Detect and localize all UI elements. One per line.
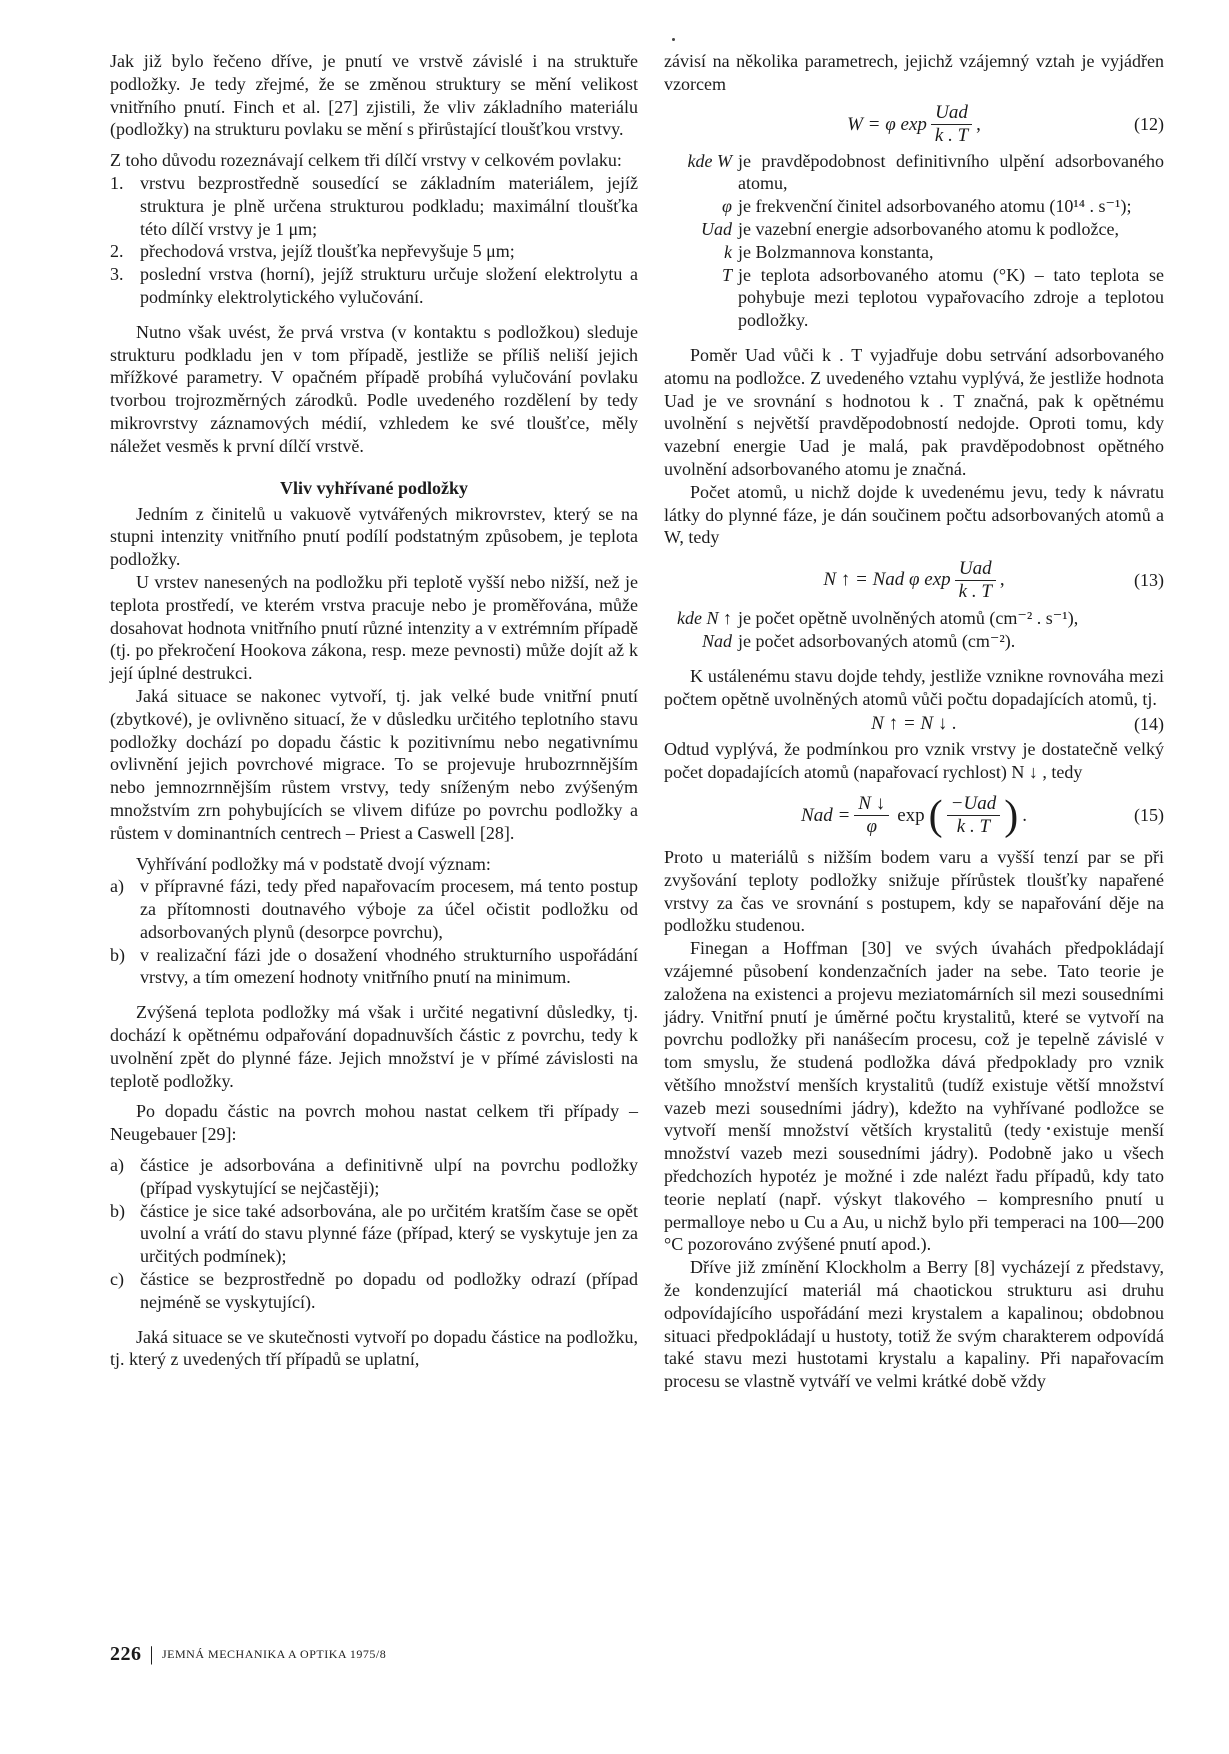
page-number: 226 xyxy=(110,1643,142,1665)
list-marker: b) xyxy=(110,944,125,965)
symbol-description: je počet adsorbovaných atomů (cm⁻²). xyxy=(738,630,1016,651)
fraction-numerator: N ↓ xyxy=(854,793,889,816)
symbol-definitions xyxy=(664,150,1164,332)
symbol: Nad xyxy=(701,630,732,651)
list-item xyxy=(110,263,638,309)
fraction xyxy=(947,793,1001,838)
right-column xyxy=(664,50,1164,1393)
paragraph: Z toho důvodu rozeznávají celkem tři dílčí vrstvy v celkovém povlaku: xyxy=(110,150,622,171)
symbol-definition xyxy=(664,218,1164,241)
symbol-description: je frekvenční činitel adsorbovaného atomu (10¹⁴ . s⁻¹); xyxy=(738,196,1132,217)
left-column xyxy=(110,50,638,1371)
fraction-numerator: Uad xyxy=(955,558,996,581)
equation-number: (12) xyxy=(1134,114,1164,135)
symbol-definition xyxy=(664,607,1164,630)
list-marker: 3. xyxy=(110,264,124,285)
list-item-text: částice je sice také adsorbována, ale po určitém kratším čase se opět uvolní a vrátí do stavu plynné fáze (případ, který se vyskytuje jen za určitých podmínek); xyxy=(140,1200,638,1267)
numbered-list xyxy=(110,172,638,309)
paragraph: U vrstev nanesených na podložku při teplotě vyšší nebo nižší, než je teplota prostředí, ve kterém vrstva pracuje nebo je proměřována, může dosahovat hodnota vnitřního pnutí různé intenzity a v extrémním případě (tj. po překročení Hookova zákona, resp. meze pevnosti) může dojít až k její úplné destrukci. xyxy=(110,571,638,684)
equation-lhs: W = φ exp xyxy=(847,113,927,135)
paragraph: Finegan a Hoffman [30] ve svých úvahách předpokládají vzájemné působení kondenzačních jader na sebe. Tato teorie je založena na existenci a projevu meziatomárních sil mezi sousedními jádry. Vnitřní pnutí je úměrné počtu krystalitů, které se vytvoří na povrchu podložky při nanášecím procesu, což je tepelně závislé v tom smyslu, že studená podložka dává předpoklady pro vznik většího množství menších krystalitů (tudíž existuje větší množství vazeb mezi sousedními jádry), kdežto na vyhřívané podložce se vytvoří menší množství větších krystalitů (tedy existuje menší množství vazeb mezi sousedními jádry). Podobně jako u všech předchozích hypotéz je možné i zde nalézt řadu případů, kdy tato teorie neplatí (např. výskyt tlakového – kompresního pnutí u permalloye nebo u Cu a Au, u nichž bylo při temperaci na 100—200 °C pozorováno zvýšené pnutí apod.). xyxy=(664,938,1164,1255)
equation-15 xyxy=(664,786,1164,846)
list-item-text: přechodová vrstva, jejíž tloušťka nepřevyšuje 5 μm; xyxy=(140,241,515,262)
list-item-text: částice je adsorbována a definitivně ulpí na povrchu podložky (případ vyskytující se nejčastěji); xyxy=(140,1155,638,1198)
list-marker: 2. xyxy=(110,241,124,262)
symbol-definitions xyxy=(664,607,1164,653)
list-marker: 1. xyxy=(110,172,124,193)
symbol-definition xyxy=(664,150,1164,196)
right-paren: ) xyxy=(1004,792,1019,839)
symbol-description: je vazební energie adsorbovaného atomu k podložce, xyxy=(738,218,1120,239)
paragraph: Po dopadu částic na povrch mohou nastat celkem tři případy – Neugebauer [29]: xyxy=(110,1101,638,1145)
symbol-definition xyxy=(664,241,1164,264)
symbol-description: je teplota adsorbovaného atomu (°K) – tato teplota se pohybuje mezi teplotou vypařovacího zdroje a teplotou podložky. xyxy=(738,264,1164,331)
symbol-definition xyxy=(664,195,1164,218)
symbol-definition xyxy=(664,630,1164,653)
list-marker: b) xyxy=(110,1200,125,1221)
list-marker: c) xyxy=(110,1269,124,1290)
list-item xyxy=(110,1200,638,1268)
lettered-list xyxy=(110,875,638,989)
paragraph: Nutno však uvést, že prvá vrstva (v kontaktu s podložkou) sleduje strukturu podkladu jen v tom případě, jestliže se příliš neliší jejich mřížkové parametry. V opačném případě probíhá vylučování povlaku tvorbou trojrozměrných zárodků. Podle uvedeného rozdělení by tedy mikrovrstvy záznamových médií, vzhledem ke své tloušťce, měly náležet vesměs k první dílčí vrstvě. xyxy=(110,321,638,456)
equation-expression: N ↑ = N ↓ . xyxy=(871,713,957,735)
left-paren: ( xyxy=(928,792,943,839)
equation-punct: , xyxy=(976,113,981,135)
symbol-description: je pravděpodobnost definitivního ulpění adsorbovaného atomu, xyxy=(738,150,1164,194)
list-item xyxy=(110,1154,638,1200)
list-marker: a) xyxy=(110,876,124,897)
paragraph: K ustálenému stavu dojde tehdy, jestliže vznikne rovnováha mezi počtem opětně uvolněných atomů vůči počtu dopadajících atomů, tj. xyxy=(664,665,1164,709)
fraction-numerator: −Uad xyxy=(947,793,1001,816)
symbol: k xyxy=(724,241,732,262)
list-item xyxy=(110,875,638,943)
list-item xyxy=(110,240,638,263)
list-item xyxy=(110,944,638,990)
fraction-denominator: φ xyxy=(866,816,877,838)
paragraph: Jaká situace se ve skutečnosti vytvoří po dopadu částice na podložku, tj. který z uvedených tří případů se uplatní, xyxy=(110,1326,638,1370)
list-item-text: v přípravné fázi, tedy před napařovacím procesem, má tento postup za přítomnosti doutnavého výboje za účel očistit podložku od adsorbovaných plynů (desorpce povrchu), xyxy=(140,876,638,942)
list-marker: a) xyxy=(110,1155,124,1176)
paragraph: Vyhřívání podložky má v podstatě dvojí význam: xyxy=(136,853,491,874)
fraction-denominator: k . T xyxy=(956,816,991,838)
exp-function: exp xyxy=(897,804,925,826)
symbol: Uad xyxy=(701,218,732,239)
equation-number: (15) xyxy=(1134,805,1164,826)
equation-13 xyxy=(664,553,1164,607)
symbol: kde N ↑ xyxy=(677,608,732,629)
equation-number: (14) xyxy=(1134,713,1164,734)
footer-separator: | xyxy=(149,1643,155,1665)
fraction-denominator: k . T xyxy=(958,580,992,602)
symbol: T xyxy=(721,264,732,285)
lettered-list xyxy=(110,1154,638,1314)
paragraph: Dříve již zmínění Klockholm a Berry [8] vycházejí z představy, že kondenzující materiál má chaotickou strukturu asi druhu odpovídajícího uspořádání mezi krystalem a kapalinou; obdobnou situaci předpokládají u hustoty, totiž že svým charakterem odpovídá také stavu mezi hustotami krystalu a kapaliny. Při napařovacím procesu se vlastně vytváří ve velmi krátké době vždy xyxy=(664,1257,1164,1392)
symbol-definition xyxy=(664,264,1164,332)
paragraph: Proto u materiálů s nižším bodem varu a vyšší tenzí par se při zvyšování teploty podložky snižuje přírůstek tloušťky napařené vrstvy za čas ve srovnání s postupem, kdy se napařování děje na podložku studenou. xyxy=(664,846,1164,936)
symbol-description: je počet opětně uvolněných atomů (cm⁻² . s⁻¹), xyxy=(738,608,1079,629)
symbol-description: je Bolzmannova konstanta, xyxy=(738,241,934,262)
list-item-text: vrstvu bezprostředně sousedící se základním materiálem, jejíž struktura je plně určena strukturou podkladu; maximální tloušťka této dílčí vrstvy je 1 μm; xyxy=(140,172,638,239)
symbol: kde W xyxy=(687,150,732,171)
journal-name: JEMNÁ MECHANIKA A OPTIKA 1975/8 xyxy=(162,1647,387,1661)
paragraph: Odtud vyplývá, že podmínkou pro vznik vrstvy je dostatečně velký počet dopadajících atomů (napařovací rychlost) N ↓ , tedy xyxy=(664,739,1164,783)
fraction xyxy=(955,558,996,603)
paragraph: Počet atomů, u nichž dojde k uvedenému jevu, tedy k návratu látky do plynné fáze, je dán součinem počtu adsorbovaných atomů a W, tedy xyxy=(664,481,1164,548)
equation-number: (13) xyxy=(1134,569,1164,590)
fraction-numerator: Uad xyxy=(931,102,972,125)
equation-lhs: N ↑ = Nad φ exp xyxy=(823,569,951,591)
section-heading: Vliv vyhřívané podložky xyxy=(279,477,469,498)
equation-12 xyxy=(664,100,1164,150)
list-item xyxy=(110,1268,638,1314)
list-item-text: v realizační fázi jde o dosažení vhodného strukturního uspořádání vrstvy, a tím omezení hodnoty vnitřního pnutí na minimum. xyxy=(140,944,638,988)
page-footer xyxy=(110,1643,386,1666)
equation-punct: . xyxy=(1022,804,1027,826)
equation-lhs: Nad = xyxy=(801,804,851,826)
paragraph: Zvýšená teplota podložky má však i určité negativní důsledky, tj. dochází k opětnému odpařování dopadnuvších částic z povrchu, tedy k uvolnění zpět do plynné fáze. Jejich množství je v přímé závislosti na teplotě podložky. xyxy=(110,1002,638,1091)
list-item xyxy=(110,172,638,240)
fraction xyxy=(931,102,972,147)
equation-punct: , xyxy=(999,569,1005,591)
paragraph: Jak již bylo řečeno dříve, je pnutí ve vrstvě závislé i na struktuře podložky. Je tedy zřejmé, že se změnou struktury se mění velikost vnitřního pnutí. Finch et al. [27] zjistili, že vliv základního materiálu (podložky) na strukturu povlaku se mění s přirůstající tloušťkou vrstvy. xyxy=(110,51,638,140)
equation-14 xyxy=(664,710,1164,738)
symbol: φ xyxy=(722,196,732,217)
paragraph: závisí na několika parametrech, jejichž vzájemný vztah je vyjádřen vzorcem xyxy=(664,51,1164,94)
print-speck xyxy=(672,38,675,41)
paragraph: Jaká situace se nakonec vytvoří, tj. jak velké bude vnitřní pnutí (zbytkové), je ovlivněno situací, že v důsledku určitého teplotního stavu podložky dochází po dopadu částic k pozitivnímu nebo negativnímu ovlivnění jejich povrchové migrace. To se projevuje hrubozrnnějším nebo jemnozrnnějším růstem vrstvy, tedy sníženým nebo zvýšeným množstvím zrn pohybujících se vlivem difúze po povrchu podložky a růstem v dominantních centrech – Priest a Caswell [28]. xyxy=(110,685,638,843)
list-item-text: částice se bezprostředně po dopadu od podložky odrazí (případ nejméně se vyskytující). xyxy=(140,1269,638,1312)
list-item-text: poslední vrstva (horní), jejíž strukturu určuje složení elektrolytu a podmínky elektrolytického vylučování. xyxy=(140,264,638,307)
paragraph: Poměr Uad vůči k . T vyjadřuje dobu setrvání adsorbovaného atomu na podložce. Z uvedeného vztahu vyplývá, že jestliže hodnota Uad je ve srovnání s hodnotou k . T značná, pak k opětnému uvolnění s největší pravděpodobností nedojde. Oproti tomu, kdy vazební energie Uad je malá, pak pravděpodobnost opětného uvolnění adsorbovaného atomu je značná. xyxy=(664,344,1164,479)
paragraph: Jedním z činitelů u vakuově vytvářených mikrovrstev, který se na stupni intenzity vnitřního pnutí podílí podstatným způsobem, je teplota podložky. xyxy=(110,503,638,570)
fraction xyxy=(854,793,889,838)
fraction-denominator: k . T xyxy=(934,125,969,147)
